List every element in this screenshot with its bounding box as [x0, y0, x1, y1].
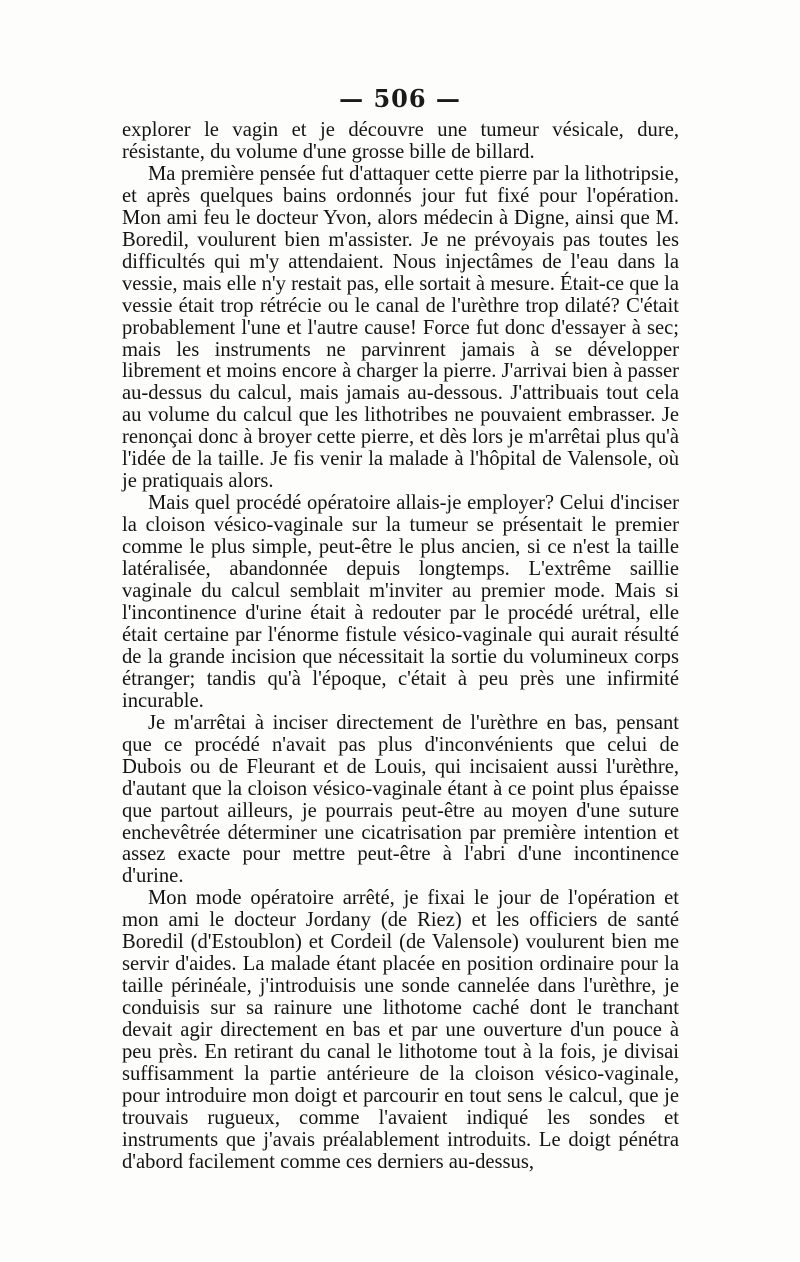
paragraph-1: explorer le vagin et je découvre une tumeur vésicale, dure, résistante, du volume d'une grosse bille de billard.	[122, 119, 679, 163]
paragraph-5: Mon mode opératoire arrêté, je fixai le jour de l'opération et mon ami le docteur Jordany (de Riez) et les officiers de santé Boredil (d'Estoublon) et Cordeil (de Valensole) voulurent bien me servir d'aides. La malade étant placée en position ordinaire pour la taille périnéale, j'introduisis une sonde cannelée dans l'urèthre, je conduisis sur sa rainure une lithotome caché dont le tranchant devait agir directement en bas et par une ouverture d'un pouce à peu près. En retirant du canal le lithotome tout à la fois, je divisai suffisamment la partie antérieure de la cloison vésico-vaginale, pour introduire mon doigt et parcourir en tout sens le calcul, que je trouvais rugueux, comme l'avaient indiqué les sondes et instruments que j'avais préalablement introduits. Le doigt pénétra d'abord facilement comme ces derniers au-dessus,	[122, 887, 679, 1173]
body-text	[122, 120, 679, 1174]
paragraph-4: Je m'arrêtai à inciser directement de l'urèthre en bas, pensant que ce procédé n'avait pas plus d'inconvénients que celui de Dubois ou de Fleurant et de Louis, qui incisaient aussi l'urèthre, d'autant que la cloison vésico-vaginale étant à ce point plus épaisse que partout ailleurs, je pourrais peut-être au moyen d'une suture enchevêtrée déterminer une cicatrisation par première intention et assez exacte pour mettre peut-être à l'abri d'une incontinence d'urine.	[122, 711, 679, 888]
page-number: — 506 —	[339, 84, 461, 113]
paragraph-3: Mais quel procédé opératoire allais-je employer? Celui d'inciser la cloison vésico-vaginale sur la tumeur se présentait le premier comme le plus simple, peut-être le plus ancien, si ce n'est la taille latéralisée, abandonnée depuis longtemps. L'extrême saillie vaginale du calcul semblait m'inviter au premier mode. Mais si l'incontinence d'urine était à redouter par le procédé urétral, elle était certaine par l'énorme fistule vésico-vaginale qui aurait résulté de la grande incision que nécessitait la sortie du volumineux corps étranger; tandis qu'à l'époque, c'était à peu près une infirmité incurable.	[122, 492, 679, 712]
paragraph-2: Ma première pensée fut d'attaquer cette pierre par la lithotripsie, et après quelques bains ordonnés jour fut fixé pour l'opération. Mon ami feu le docteur Yvon, alors médecin à Digne, ainsi que M. Boredil, voulurent bien m'assister. Je ne prévoyais pas toutes les difficultés qui m'y attendaient. Nous injectâmes de l'eau dans la vessie, mais elle n'y restait pas, elle sortait à mesure. Était-ce que la vessie était trop rétrécie ou le canal de l'urèthre trop dilaté? C'était probablement l'une et l'autre cause! Force fut donc d'essayer à sec; mais les instruments ne parvinrent jamais à se développer librement et moins encore à charger la pierre. J'arrivai bien à passer au-dessus du calcul, mais jamais au-dessous. J'attribuais tout cela au volume du calcul que les lithotribes ne pouvaient embrasser. Je renonçai donc à broyer cette pierre, et dès lors je m'arrêtai plus qu'à l'idée de la taille. Je fis venir la malade à l'hôpital de Valensole, où je pratiquais alors.	[122, 162, 679, 493]
